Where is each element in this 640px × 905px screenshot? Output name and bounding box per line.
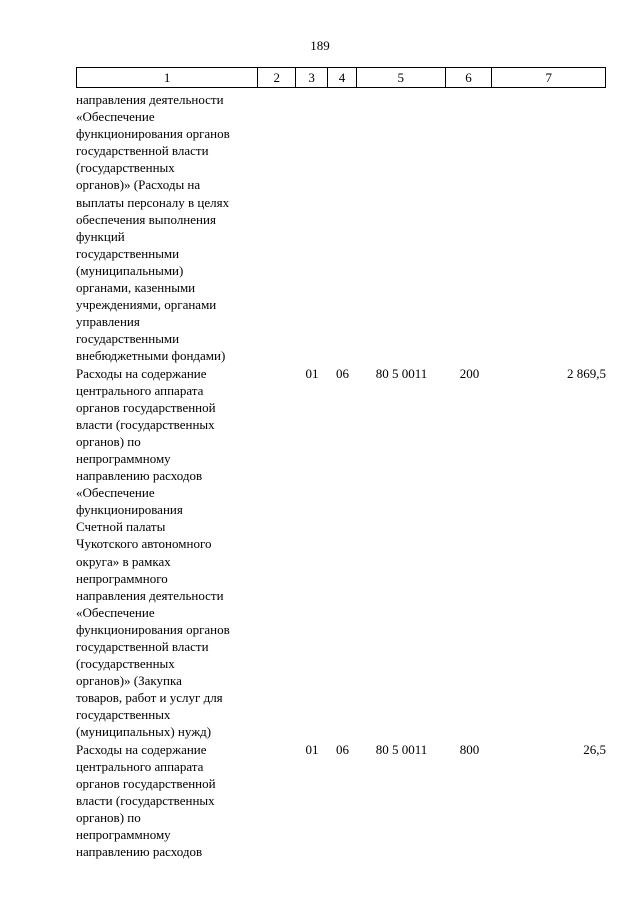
table-row — [76, 741, 606, 861]
row-subsection: 06 — [336, 741, 349, 757]
row-amount: 26,5 — [583, 741, 606, 757]
header-col-6: 6 — [446, 68, 493, 87]
row-target-article: 80 5 0011 — [375, 365, 428, 381]
header-col-1: 1 — [77, 68, 258, 87]
row-expense-type — [446, 91, 493, 365]
row-section — [296, 91, 328, 365]
header-col-7: 7 — [545, 69, 552, 85]
row-amount — [493, 91, 606, 365]
row-expense-type: 200 — [459, 365, 480, 381]
row-subsection — [328, 91, 357, 365]
row-expense-type: 800 — [459, 741, 480, 757]
row-subsection: 06 — [336, 365, 349, 381]
row-description: направления деятельности «Обеспечение функционирования органов государственной власти (государственных органов)» (Расходы на выплаты персоналу в целях обеспечения выполнения функций государственными (муниципальными) органами, казенными учреждениями, органами управления государственными внебюджетными фондами) — [76, 92, 230, 364]
table-header — [76, 67, 606, 88]
row-description: Расходы на содержание центрального аппарата органов государственной власти (государственных органов) по непрограммному направлению расходов — [76, 741, 216, 860]
table-row — [76, 91, 606, 365]
row-description: Расходы на содержание центрального аппарата органов государственной власти (государственных органов) по непрограммному направлению расходов «Обеспечение функционирования Счетной палаты Чукотского автономного округа» в рамках непрограммного направления деятельности «Обеспечение функционирования органов государственной власти (государственных органов)» (Закупка товаров, работ и услуг для государственных (муниципальных) нужд) — [76, 365, 230, 740]
row-section: 01 — [305, 741, 319, 757]
row-amount: 2 869,5 — [567, 365, 606, 381]
row-target-article: 80 5 0011 — [375, 741, 428, 757]
page-number: 189 — [310, 38, 330, 53]
row-col-2 — [258, 741, 296, 861]
row-section: 01 — [305, 365, 319, 381]
table-row — [76, 365, 606, 741]
row-col-2 — [258, 91, 296, 365]
table-body — [76, 91, 606, 860]
row-target-article — [357, 91, 446, 365]
header-col-2: 2 — [258, 68, 296, 87]
header-col-5: 5 — [357, 68, 446, 87]
row-col-2 — [258, 365, 296, 741]
header-col-3: 3 — [296, 68, 328, 87]
header-col-4: 4 — [328, 68, 357, 87]
